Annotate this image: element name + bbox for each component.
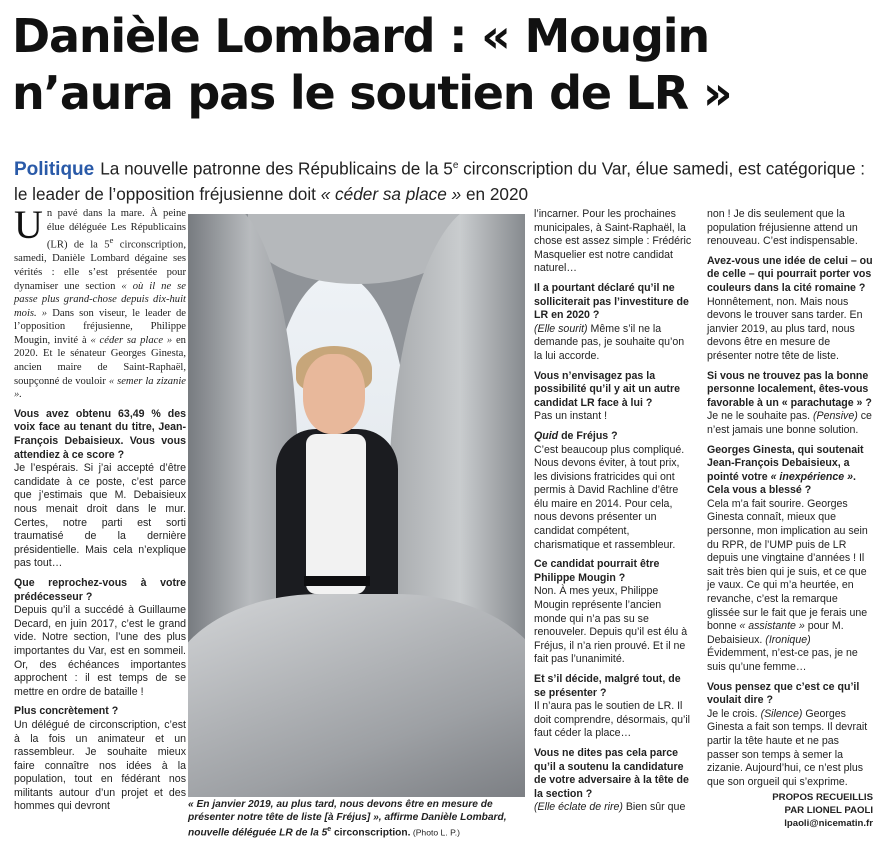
answer: l’incarner. Pour les prochaines municipales, à Saint-Raphaël, la chose est assez simple : Frédéric Masquelier est notre candidat naturel… — [534, 208, 692, 275]
headline-line-1: Danièle Lombard : « Mougin — [12, 9, 709, 63]
article-photo — [188, 214, 525, 797]
answer-text: Évidemment, n’est-ce pas, je ne suis qu’une femme… — [707, 647, 858, 673]
chapo-text-3: en 2020 — [461, 183, 529, 204]
answer-text: Cela m’a fait sourire. Georges Ginesta connaît, mieux que personne, mon implication au sein du RPR, de l’UMP puis de LR depuis une vingtaine d’années ! Il sait très bien qui je suis, et ce que je vaux. Ce qui m’a heurtée, en revanche, c’est la remarque glissée sur le fait que je ferais une bonne — [707, 497, 868, 633]
answer-aside: (Elle sourit) — [534, 322, 588, 335]
answer: non ! Je dis seulement que la population fréjusienne attend un renouveau. C’est indispensable. — [707, 208, 858, 248]
answer — [707, 708, 873, 790]
answer-aside: (Elle éclate de rire) — [534, 801, 623, 814]
question-text: de Fréjus ? — [558, 429, 618, 442]
question: Ce candidat pourrait être Philippe Mougin ? — [534, 558, 660, 584]
answer-text: Je le crois. — [707, 707, 761, 720]
question-text: . Cela vous a blessé ? — [707, 470, 856, 497]
drop-cap: U — [14, 202, 43, 247]
answer-aside: (Ironique) — [765, 633, 811, 646]
answer-text: Je ne le souhaite pas. — [707, 410, 814, 423]
answer-text: Georges Ginesta a fait son temps. Il devrait partir la tête haute et ne pas passer son temps à semer la zizanie. Aujourd’hui, ce n’est plus que son orgueil qui s’exprime. — [707, 707, 868, 788]
person-belt — [304, 576, 370, 586]
answer-text: ce n’est jamais une bonne solution. — [707, 410, 872, 436]
chapo-text-2: circonscription du Var, élue samedi, est catégorique : le leader de l’opposition fréjusienne doit — [14, 158, 866, 204]
answer — [534, 323, 694, 364]
answer: Non. À mes yeux, Philippe Mougin représente l’ancien monde qui n’a pas su se renouveler. Depuis qu’il est élu à Fréjus, il n’a rien prouvé. Et il ne fait pas l’unanimité. — [534, 585, 688, 666]
lead-text-d: en 2020. Et le sénateur Georges Ginesta, ancien maire de Saint-Raphaël, soupçonné de vouloir — [14, 334, 186, 387]
question-em: Quid — [534, 429, 559, 442]
caption-text-a: « En janvier 2019, au plus tard, nous devons être en mesure de présenter notre tête de liste [à Fréjus] », affirme Danièle Lombard, nouvelle déléguée LR de la 5 — [188, 799, 507, 839]
caption-sup: e — [327, 826, 332, 833]
person-shirt — [306, 434, 366, 594]
lead-quote-2: « céder sa place » — [90, 334, 173, 346]
answer — [534, 801, 694, 815]
question: Vous n’envisagez pas la possibilité qu’il y ait un autre candidat LR face à lui ? — [534, 369, 680, 409]
answer: Pas un instant ! — [534, 410, 608, 423]
lead-sup: e — [109, 235, 114, 246]
article-column-3 — [534, 208, 694, 815]
chapo — [14, 154, 874, 206]
photo-caption — [188, 799, 525, 840]
answer-text: Même s’il ne la demande pas, je souhaite qu’on la lui accorde. — [534, 322, 685, 362]
article-column-4 — [707, 208, 873, 830]
answer: Depuis qu’il a succédé à Guillaume Decard, en juin 2017, c’est le grand vide. Notre section, l’une des plus importantes du Var, est en sommeil. Or, des échéances importantes approchent : il est temps de se mettre en ordre de bataille ! — [14, 604, 186, 698]
answer: Je l’espérais. Si j’ai accepté d’être candidate à ce poste, c’est parce que j’estimais que M. Debaisieux nous menait droit dans le mur. Certes, notre parti est sorti traumatisé de la dernière présidentielle. Mais cela n’explique pas tout… — [14, 462, 186, 570]
lead-paragraph — [14, 202, 186, 402]
question: Vous avez obtenu 63,49 % des voix face au tenant du titre, Jean-François Debaisieux. Vous vous attendiez à ce score ? — [14, 407, 186, 461]
person-face — [303, 354, 365, 434]
question-text: Georges Ginesta, qui soutenait Jean-François Debaisieux, a pointé votre — [707, 443, 864, 483]
byline-line-1: PROPOS RECUEILLIS — [772, 792, 873, 804]
answer: C’est beaucoup plus compliqué. Nous devons éviter, à tout prix, les divisions fratricides qui ont permis à David Rachline d’être élu maire en 2014. Pour cela, nous devons présenter un candidat compétent, charismatique et rassembleur. — [534, 443, 685, 551]
question: Et s’il décide, malgré tout, de se présenter ? — [534, 673, 681, 699]
answer — [707, 410, 873, 437]
photo-credit: (Photo L. P.) — [410, 827, 460, 838]
answer: Un délégué de circonscription, c’est à la fois un animateur et un rassembleur. Je souhaite mieux faire connaître nos idées à la population, tout en fédérant nos militants autour d’un projet et des hommes qui devront — [14, 718, 186, 813]
question-em: « inexpérience » — [770, 470, 854, 483]
question: Vous ne dites pas cela parce qu’il a soutenu la candidature de votre adversaire à la tête de la section ? — [534, 746, 689, 800]
question: Avez-vous une idée de celui – ou de celle – qui pourrait porter vos couleurs dans la cité romaine ? — [707, 254, 873, 294]
answer: Honnêtement, non. Mais nous devons le trouver sans tarder. En janvier 2019, au plus tard, nous devons être en mesure de présenter notre tête de liste. — [707, 295, 863, 362]
sculpture-bottom — [188, 594, 525, 797]
caption-text-b: circonscription. — [331, 827, 411, 839]
rubric-kicker: Politique — [14, 158, 95, 180]
headline — [12, 8, 872, 122]
answer: Il n’aura pas le soutien de LR. Il doit comprendre, désormais, qu’il faut céder la place… — [534, 700, 691, 740]
answer-text: pour M. Debaisieux. — [707, 620, 844, 646]
question: Vous pensez que c’est ce qu’il voulait dire ? — [707, 680, 860, 707]
question: Que reprochez-vous à votre prédécesseur ? — [14, 576, 186, 603]
lead-text-a: n pavé dans la mare. À peine élue déléguée Les Républicains (LR) de la 5 — [46, 208, 186, 251]
answer-aside: (Silence) — [760, 707, 803, 720]
byline-email: lpaoli@nicematin.fr — [784, 818, 873, 830]
chapo-quote: « céder sa place » — [320, 183, 462, 204]
byline-author: PAR LIONEL PAOLI — [784, 805, 873, 817]
headline-line-2: n’aura pas le soutien de LR » — [12, 66, 732, 120]
chapo-sup: e — [452, 160, 459, 171]
question: Plus concrètement ? — [14, 705, 119, 718]
answer-em: « assistante » — [739, 620, 805, 633]
lead-quote-1: « où il ne se passe plus grand-chose depuis dix-huit mois. » — [14, 280, 186, 319]
byline — [707, 791, 873, 830]
article-column-1 — [14, 202, 186, 814]
lead-quote-3: « semer la zizanie ». — [14, 375, 186, 401]
answer-aside: (Pensive) — [813, 410, 858, 423]
question: Il a pourtant déclaré qu’il ne solliciterait pas l’investiture de LR en 2020 ? — [534, 281, 689, 322]
lead-text-c: Dans son viseur, le leader de l’opposition fréjusienne, Philippe Mougin, invité à — [14, 307, 186, 346]
question — [534, 430, 694, 444]
question — [707, 444, 873, 498]
answer-text: Bien sûr que — [622, 801, 686, 814]
answer — [707, 498, 873, 675]
question: Si vous ne trouvez pas la bonne personne localement, êtes-vous favorable à un « parachutage » ? — [707, 369, 872, 409]
lead-text-b: circonscription, samedi, Danièle Lombard dégaine ses vérités : elle s’est présentée pour dynamiser une section — [14, 239, 186, 292]
chapo-text-1: La nouvelle patronne des Républicains de la 5 — [100, 158, 453, 179]
